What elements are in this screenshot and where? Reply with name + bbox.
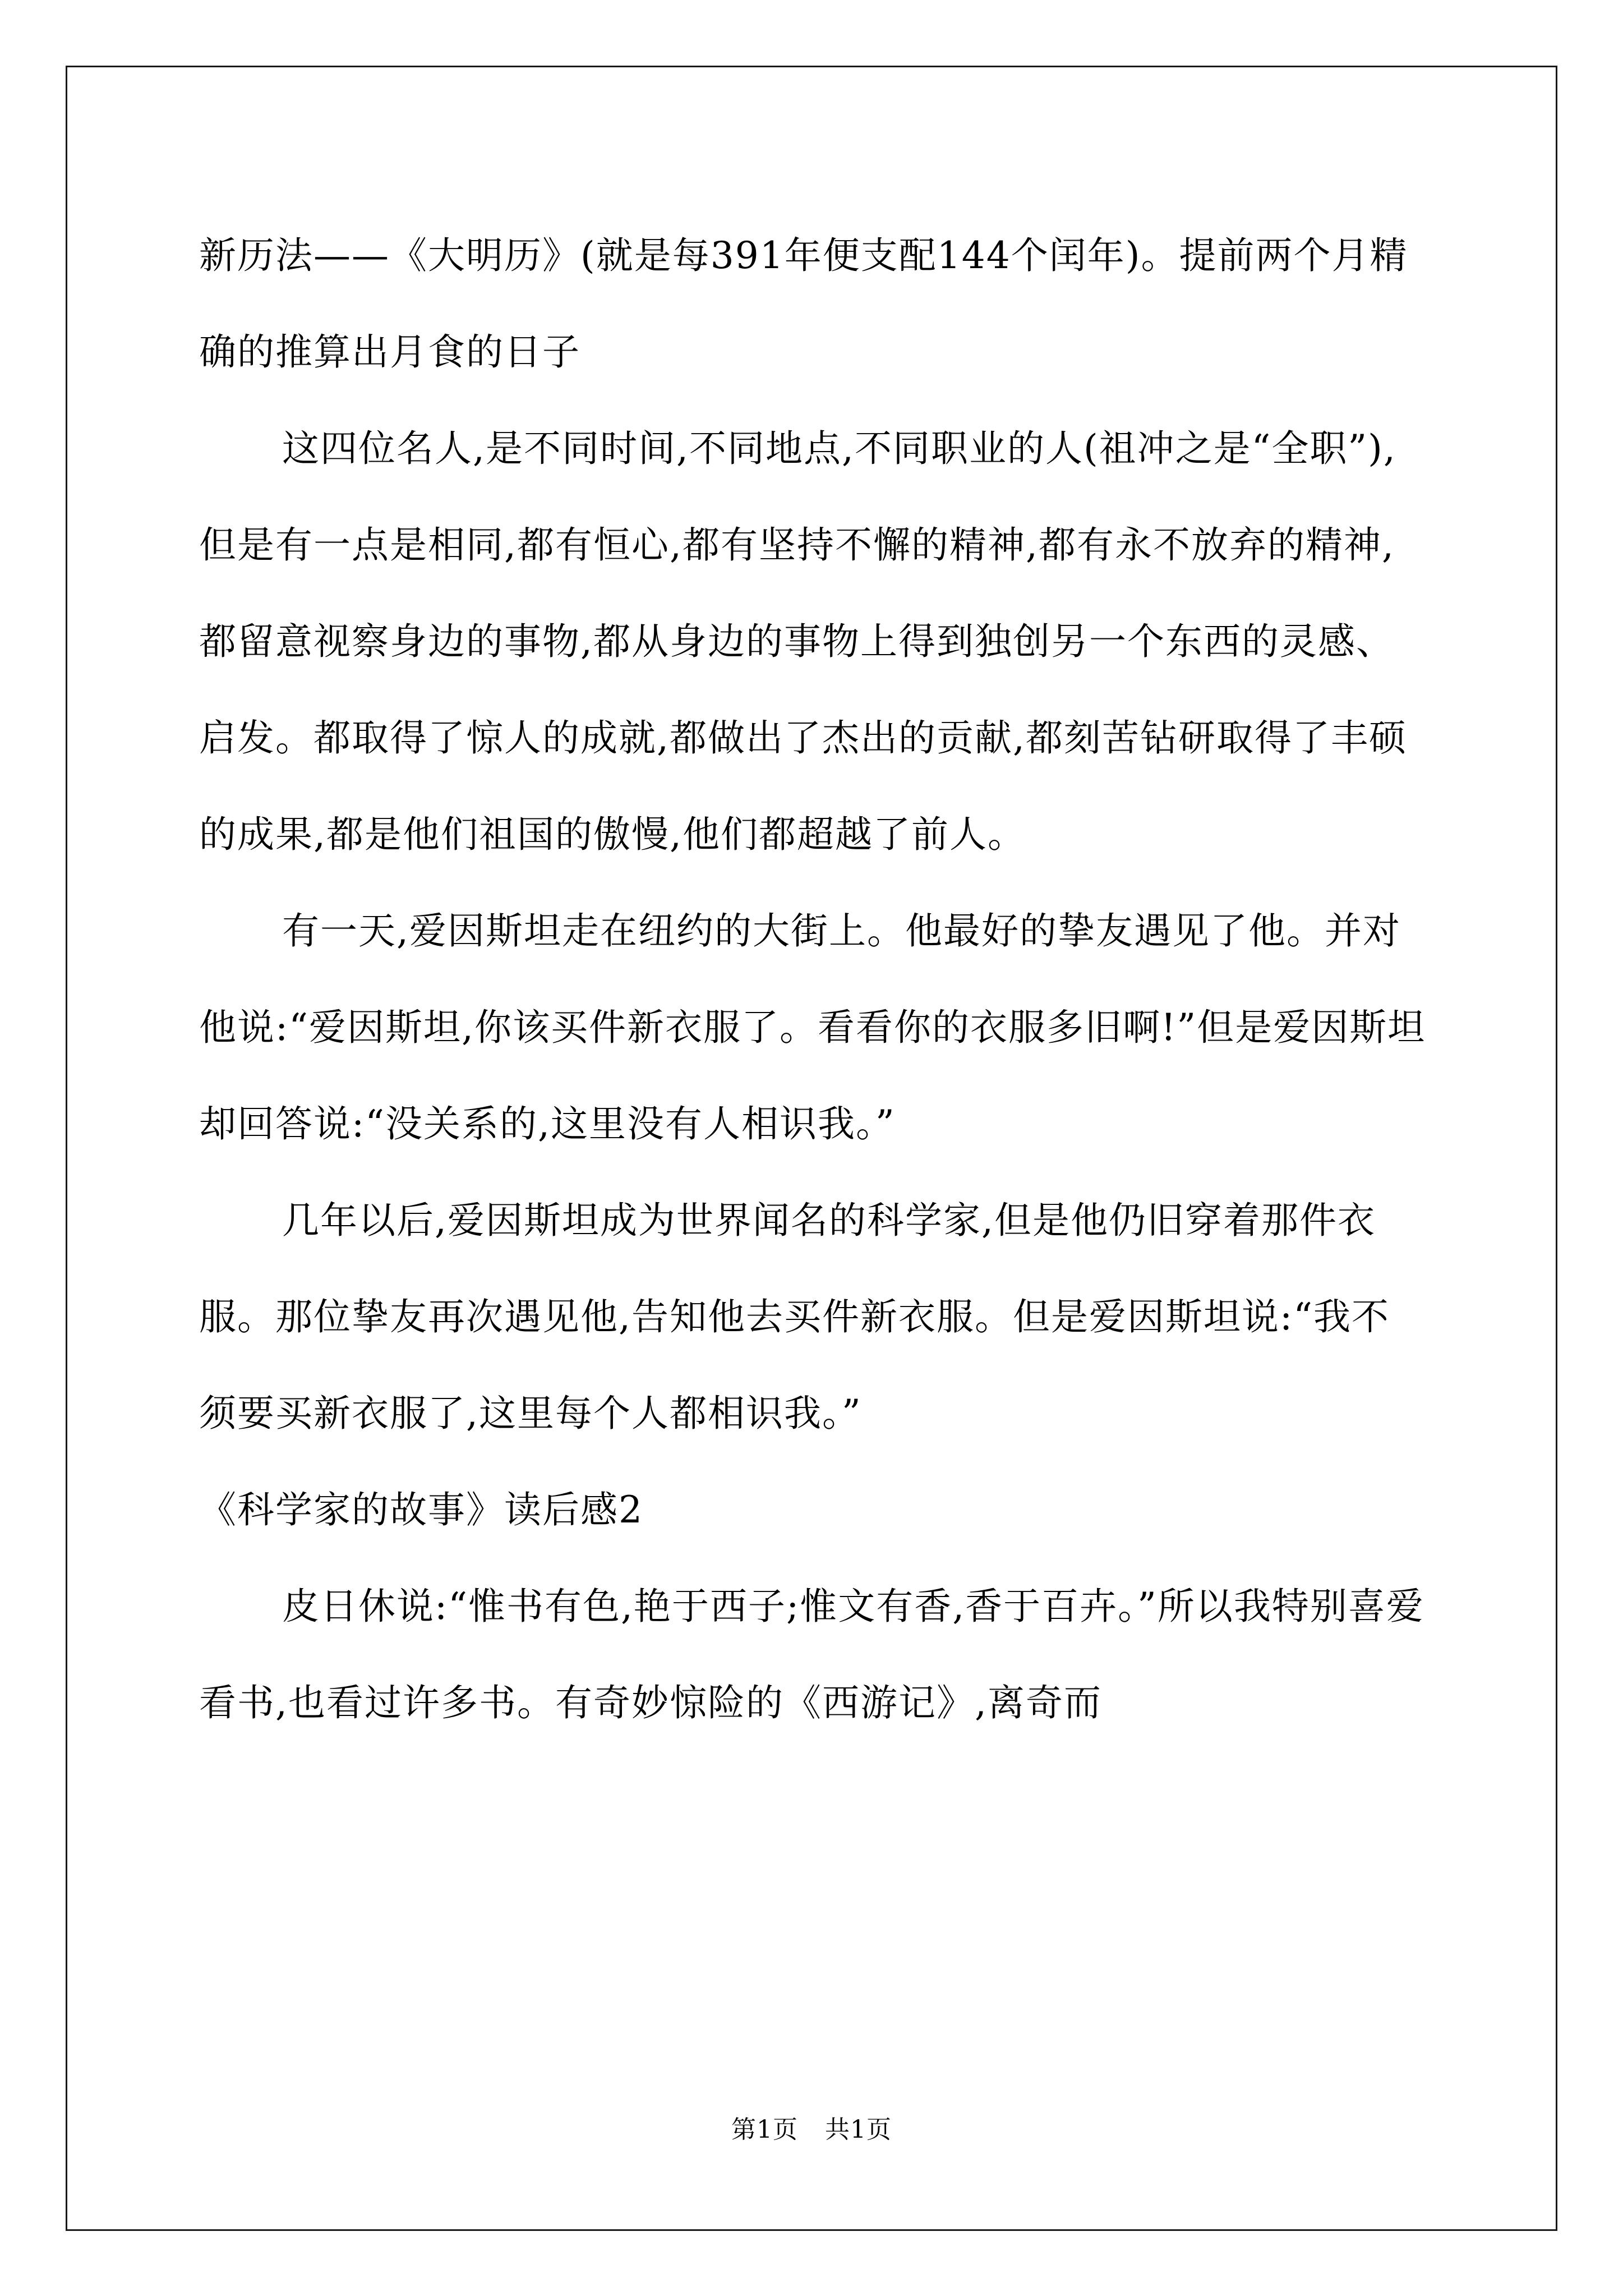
page-total: 共1页 <box>825 2115 892 2144</box>
page-number: 第1页 <box>731 2115 798 2144</box>
paragraph-2: 这四位名人,是不同时间,不同地点,不同职业的人(祖冲之是“全职”),但是有一点是相同,都有恒心,都有坚持不懈的精神,都有永不放弃的精神,都留意视察身边的事物,都从身边的事物上得到独创另一个东西的灵感、启发。都取得了惊人的成就,都做出了杰出的贡献,都刻苦钻研取得了丰硕的成果,都是他们祖国的傲慢,他们都超越了前人。 <box>199 427 1407 856</box>
paragraph-1: 新历法——《大明历》(就是每391年便支配144个闰年)。提前两个月精确的推算出月食的日子 <box>199 234 1408 374</box>
section-heading: 《科学家的故事》读后感2 <box>199 1488 643 1531</box>
paragraph-3: 有一天,爱因斯坦走在纽约的大街上。他最好的挚友遇见了他。并对他说:“爱因斯坦,你该买件新衣服了。看看你的衣服多旧啊!”但是爱因斯坦却回答说:“没关系的,这里没有人相识我。” <box>199 909 1426 1145</box>
document-body <box>199 208 1427 1751</box>
page-footer <box>0 2109 1623 2145</box>
paragraph-5: 皮日休说:“惟书有色,艳于西子;惟文有香,香于百卉。”所以我特别喜爱看书,也看过许多书。有奇妙惊险的《西游记》,离奇而 <box>199 1585 1424 1724</box>
paragraph-4: 几年以后,爱因斯坦成为世界闻名的科学家,但是他仍旧穿着那件衣服。那位挚友再次遇见他,告知他去买件新衣服。但是爱因斯坦说:“我不须要买新衣服了,这里每个人都相识我。” <box>199 1199 1390 1435</box>
